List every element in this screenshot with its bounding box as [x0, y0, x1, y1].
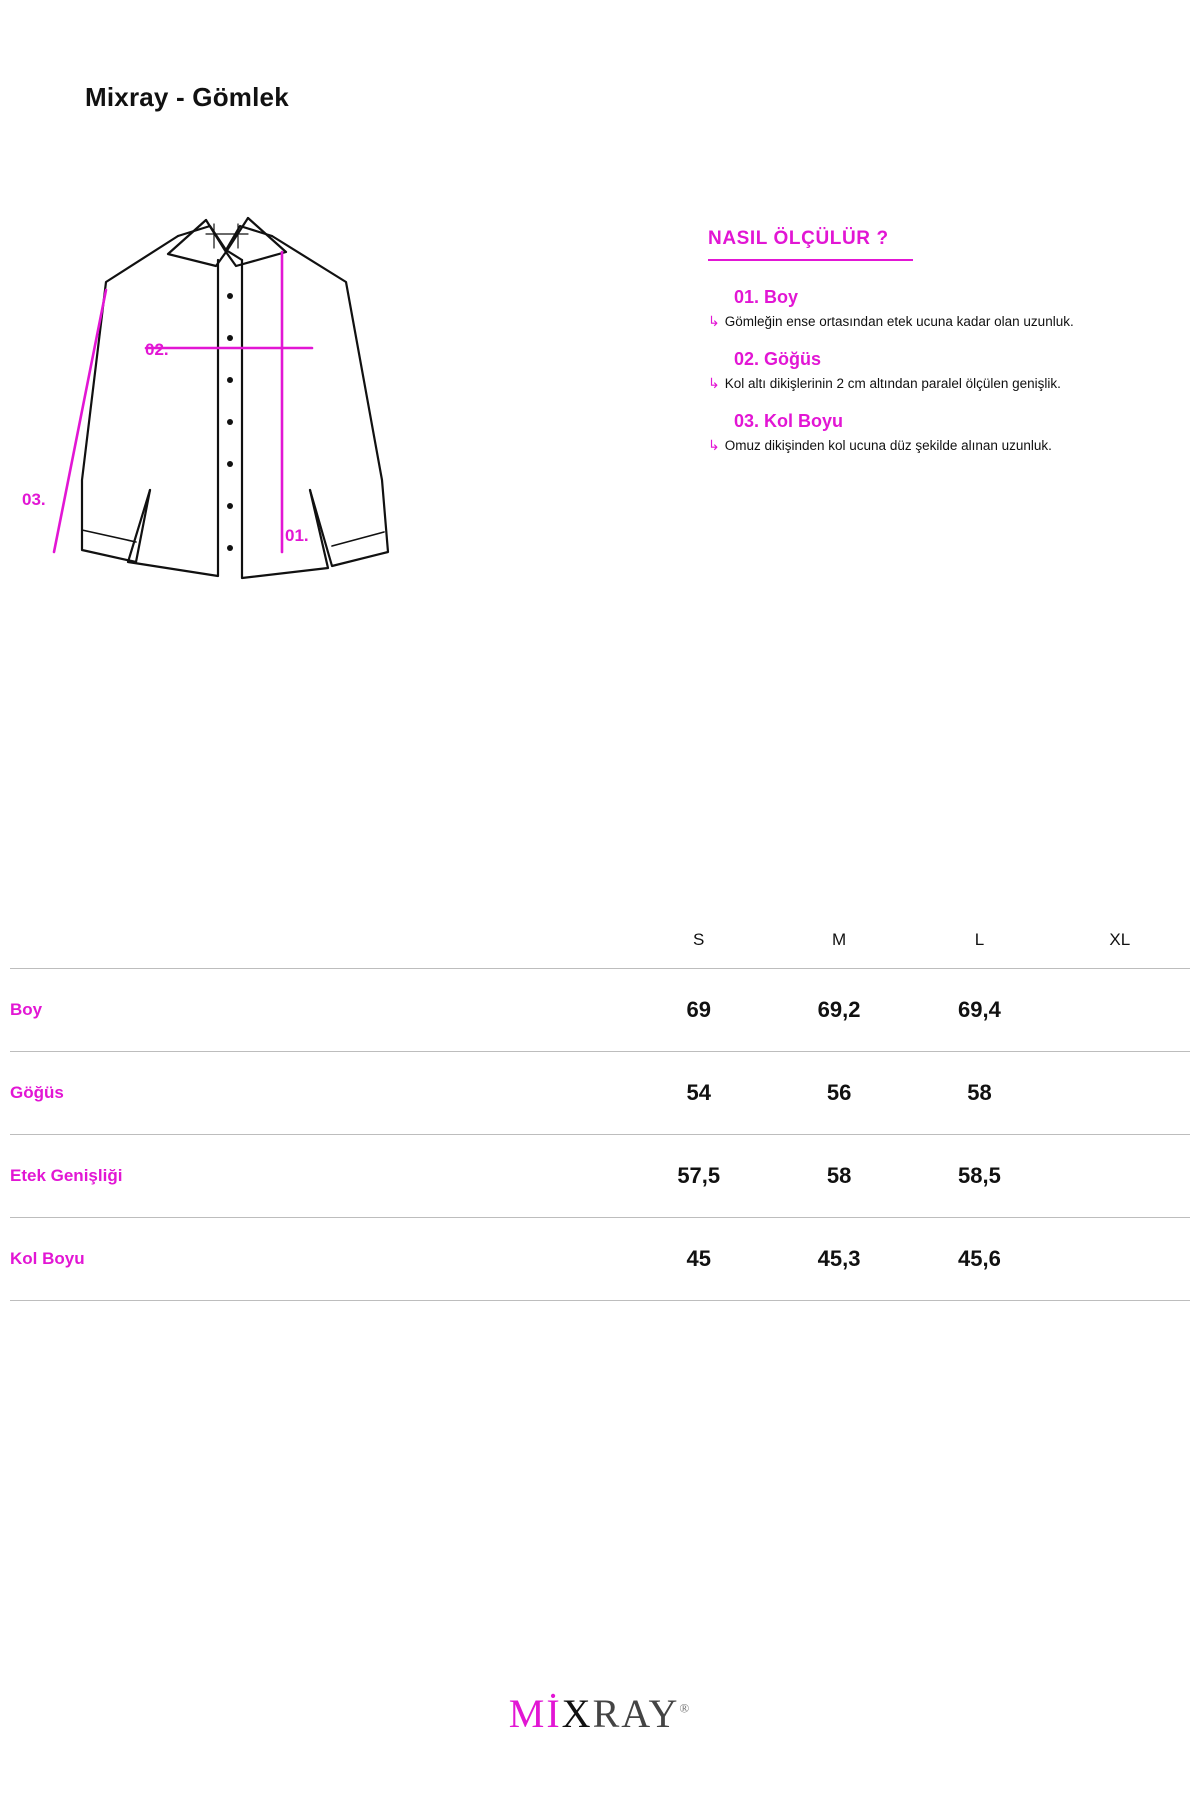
table-header-row: [10, 930, 1190, 969]
cell-etek-m: 58: [826, 1163, 852, 1188]
cell-etek-xl: [1050, 1135, 1190, 1218]
measure-item-desc-text: Kol altı dikişlerinin 2 cm altından paralel ölçülen genişlik.: [724, 376, 1061, 392]
measure-item-desc: [708, 375, 1178, 393]
cell-boy-l: 69,4: [958, 997, 1001, 1022]
shirt-buttons: [227, 293, 233, 551]
arrow-icon: ↳: [708, 375, 720, 392]
column-header-measure: [10, 930, 629, 969]
cell-boy-s: 69: [686, 997, 711, 1022]
cell-boy-m: 69,2: [817, 997, 861, 1022]
cell-gogus-s: 54: [686, 1080, 711, 1105]
table-row: [10, 1135, 1190, 1218]
logo-letter-m: M: [508, 1691, 547, 1736]
cell-boy-xl: [1050, 969, 1190, 1052]
how-to-measure-list: [708, 287, 1178, 456]
logo-letters-ray: RAY: [592, 1691, 680, 1736]
cell-etek-l: 58,5: [958, 1163, 1001, 1188]
table-row: [10, 1218, 1190, 1301]
page-title: Mixray - Gömlek: [85, 82, 289, 112]
measure-guides: [54, 252, 312, 552]
logo-letter-i: İ: [546, 1691, 562, 1736]
row-label-gogus: Göğüs: [10, 1083, 64, 1102]
cell-gogus-m: 56: [826, 1080, 852, 1105]
row-label-kol-boyu: Kol Boyu: [10, 1249, 85, 1268]
column-header-l: L: [974, 930, 985, 949]
registered-mark-icon: ®: [679, 1700, 692, 1716]
row-label-boy: Boy: [10, 1000, 43, 1019]
arrow-icon: ↳: [708, 313, 720, 329]
cell-kol-l: 45,6: [958, 1246, 1001, 1271]
size-table-header: [10, 930, 1190, 969]
cell-kol-xl: [1050, 1218, 1190, 1301]
cell-etek-s: 57,5: [677, 1163, 721, 1188]
how-to-measure-heading: NASIL ÖLÇÜLÜR ?: [708, 228, 889, 249]
arrow-icon: ↳: [708, 437, 720, 454]
heading-underline: [708, 259, 913, 261]
measure-label-01: 01.: [285, 526, 309, 545]
measure-label-03: 03.: [22, 490, 46, 509]
table-row: [10, 969, 1190, 1052]
size-table-body: [10, 969, 1190, 1301]
measure-item-title: 01. Boy: [734, 287, 799, 307]
measure-label-02: 02.: [145, 340, 169, 359]
cell-gogus-l: 58: [967, 1080, 992, 1105]
column-header-xl: XL: [1109, 930, 1131, 949]
shirt-illustration: [10, 190, 530, 610]
list-item: [708, 349, 1178, 393]
shirt-diagram-svg: [10, 190, 530, 610]
brand-logo: [509, 1690, 691, 1737]
cell-kol-s: 45: [686, 1246, 711, 1271]
list-item: [708, 287, 1178, 331]
measure-item-title: 02. Göğüs: [734, 349, 822, 370]
size-table: [10, 930, 1190, 1301]
measure-item-desc: [708, 313, 1178, 331]
measure-item-desc-text: Gömleğin ense ortasından etek ucuna kadar olan uzunluk.: [724, 314, 1074, 329]
measure-item-desc: [708, 437, 1178, 455]
footer: [0, 1690, 1200, 1737]
how-to-measure-panel: [708, 228, 1178, 474]
measure-item-title: 03. Kol Boyu: [734, 411, 844, 432]
cell-gogus-xl: [1050, 1052, 1190, 1135]
table-row: [10, 1052, 1190, 1135]
logo-letter-x: X: [561, 1691, 593, 1736]
cell-kol-m: 45,3: [817, 1246, 861, 1271]
column-header-s: S: [693, 930, 705, 949]
column-header-m: M: [832, 930, 847, 949]
measure-item-desc-text: Omuz dikişinden kol ucuna düz şekilde alınan uzunluk.: [724, 438, 1052, 454]
list-item: [708, 411, 1178, 455]
row-label-etek-genisligi: Etek Genişliği: [10, 1166, 123, 1185]
